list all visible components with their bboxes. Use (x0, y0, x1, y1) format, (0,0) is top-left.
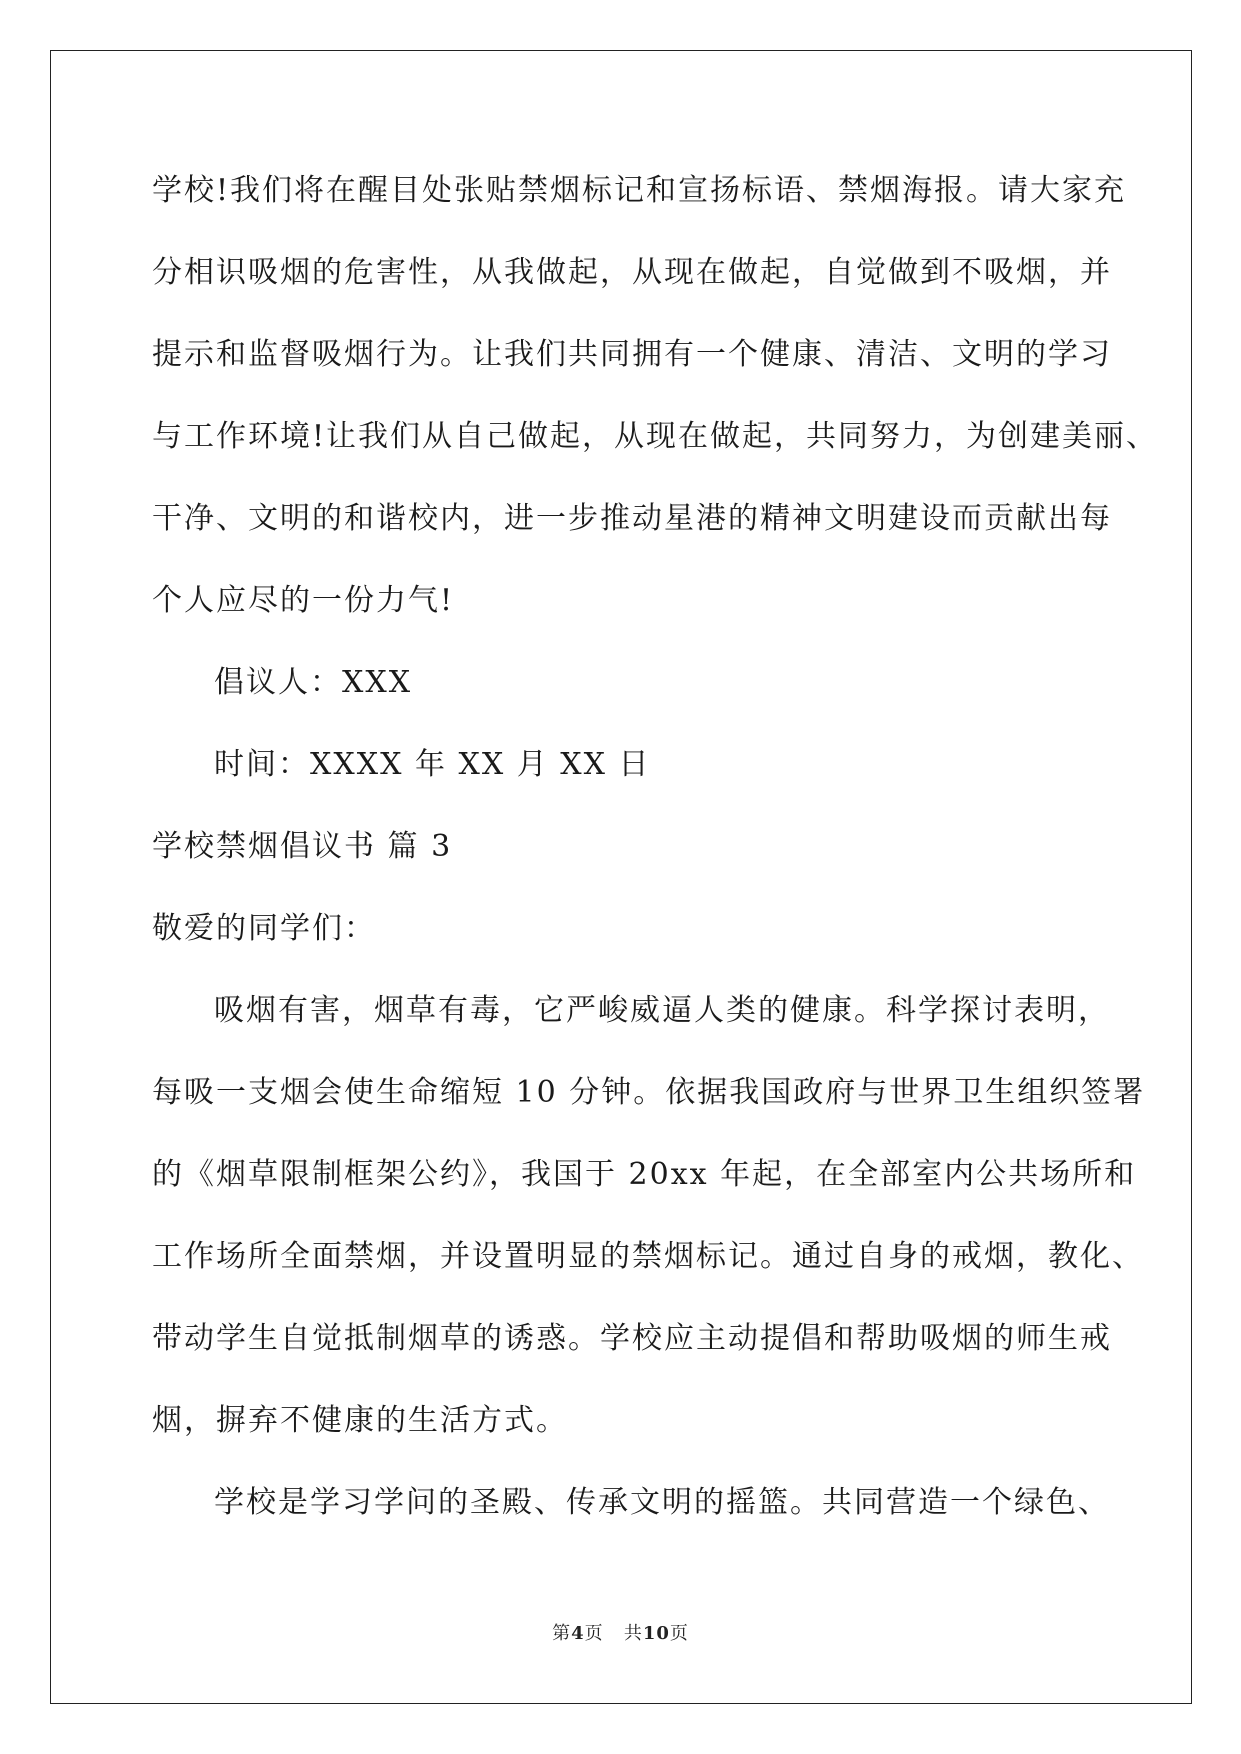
text-line: 提示和监督吸烟行为。让我们共同拥有一个健康、清洁、文明的学习 (152, 337, 1112, 372)
text-line: 学校!我们将在醒目处张贴禁烟标记和宣扬标语、禁烟海报。请大家充 (152, 173, 1127, 208)
text-line: 每吸一支烟会使生命缩短 10 分钟。依据我国政府与世界卫生组织签署 (152, 1075, 1146, 1110)
text-line: 烟，摒弃不健康的生活方式。 (152, 1403, 568, 1438)
footer-total-prefix: 共 (623, 1623, 643, 1644)
salutation: 敬爱的同学们： (152, 911, 376, 946)
text-line: 工作场所全面禁烟，并设置明显的禁烟标记。通过自身的戒烟，教化、 (152, 1239, 1144, 1274)
text-line: 干净、文明的和谐校内，进一步推动星港的精神文明建设而贡献出每 (152, 501, 1112, 536)
text-line: 学校是学习学问的圣殿、传承文明的摇篮。共同营造一个绿色、 (214, 1485, 1110, 1520)
proposer-line: 倡议人：XXX (214, 665, 413, 700)
text-line: 分相识吸烟的危害性，从我做起，从现在做起，自觉做到不吸烟，并 (152, 255, 1112, 290)
text-line: 吸烟有害，烟草有毒，它严峻威逼人类的健康。科学探讨表明， (214, 993, 1110, 1028)
document-body (152, 160, 1159, 1554)
page-footer (0, 1619, 1241, 1645)
footer-total-suffix: 页 (669, 1623, 689, 1644)
text-line: 个人应尽的一份力气! (152, 583, 455, 618)
text-line: 与工作环境!让我们从自己做起，从现在做起，共同努力，为创建美丽、 (152, 419, 1159, 454)
footer-page-suffix: 页 (584, 1623, 604, 1644)
footer-prefix: 第 (552, 1623, 572, 1644)
current-page-number: 4 (571, 1623, 585, 1644)
text-line: 带动学生自觉抵制烟草的诱惑。学校应主动提倡和帮助吸烟的师生戒 (152, 1321, 1112, 1356)
section-heading: 学校禁烟倡议书 篇 3 (152, 829, 453, 864)
text-line: 的《烟草限制框架公约》，我国于 20xx 年起，在全部室内公共场所和 (152, 1157, 1137, 1192)
total-page-number: 10 (642, 1623, 670, 1644)
date-line: 时间：XXXX 年 XX 月 XX 日 (214, 747, 651, 782)
